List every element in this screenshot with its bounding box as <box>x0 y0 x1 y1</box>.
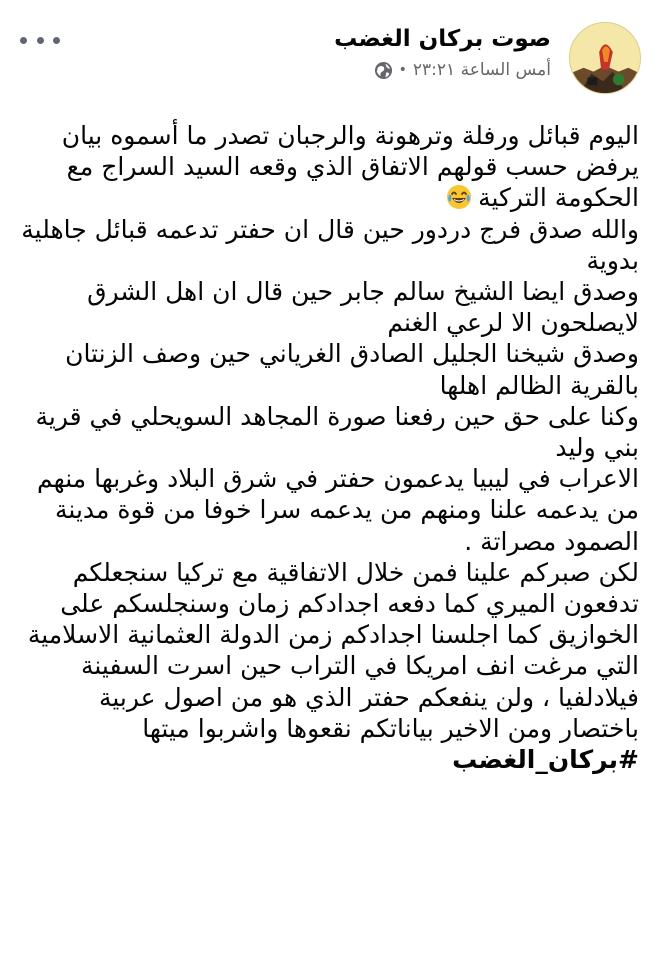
paragraph-7: لكن صبركم علينا فمن خلال الاتفاقية مع تركيا سنجعلكم تدفعون الميري كما دفعه اجدادكم زمان وسنجلسكم على الخوازيق كما اجلسنا اجدادكم زمن الدولة العثمانية الاسلامية التي مرغت انف امريكا في التراب حين اسرت السفينة فيلادلفيا ، ولن ينفعكم حفتر الذي هو من اصول عربية باختصار ومن الاخير بياناتكم نقعوها واشربوا ميتها <box>27 557 639 743</box>
author-name[interactable]: صوت بركان الغضب <box>334 26 551 52</box>
avatar-image <box>570 23 640 93</box>
paragraph-3: وصدق ايضا الشيخ سالم جابر حين قال ان اهل الشرق لايصلحون الا لرعي الغنم <box>87 277 639 338</box>
paragraph-1-text: اليوم قبائل ورفلة وترهونة والرجبان تصدر ما أسموه بيان يرفض حسب قولهم الاتفاق الذي وقعه السيد السراج مع الحكومة التركية <box>61 121 639 213</box>
post-timestamp[interactable]: أمس الساعة ٢٣:٢١ <box>412 60 551 80</box>
post-header <box>20 22 641 94</box>
more-options-dot <box>20 37 27 44</box>
author-block <box>334 24 551 82</box>
post-body <box>14 120 639 775</box>
globe-icon[interactable] <box>374 61 393 80</box>
hashtag-link[interactable]: #بركان_الغضب <box>452 745 639 775</box>
hashtag-paragraph <box>14 744 639 775</box>
laughing-tears-emoji-icon <box>446 184 472 210</box>
paragraph-2: والله صدق فرج دردور حين قال ان حفتر تدعمه قبائل جاهلية بدوية <box>21 214 639 275</box>
paragraph-1 <box>14 120 639 214</box>
paragraph-5: وكنا على حق حين رفعنا صورة المجاهد السويحلي في قرية بني وليد <box>35 401 639 463</box>
post-meta <box>334 58 551 82</box>
more-options-button[interactable] <box>20 28 60 52</box>
more-options-dot <box>37 37 44 44</box>
paragraph-6: الاعراب في ليبيا يدعمون حفتر في شرق البلاد وغربها منهم من يدعمه علنا ومنهم من يدعمه سرا خوفا من قوة مدينة الصمود مصراتة . <box>37 464 639 556</box>
paragraph-4: وصدق شيخنا الجليل الصادق الغرياني حين وصف الزنتان بالقرية الظالم اهلها <box>65 339 639 400</box>
page-avatar[interactable] <box>569 22 641 94</box>
meta-separator: • <box>398 62 407 78</box>
more-options-icon <box>53 37 60 44</box>
